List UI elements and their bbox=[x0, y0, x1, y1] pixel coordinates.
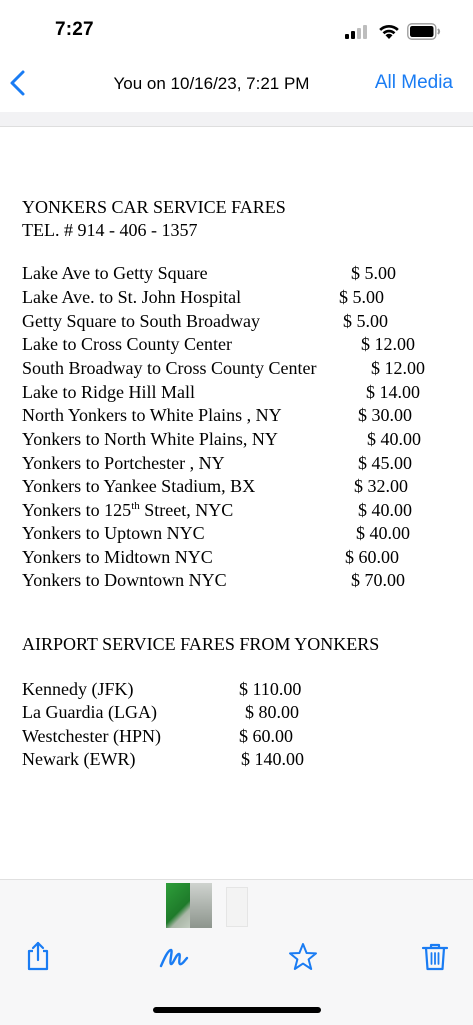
fare-price: $ 5.00 bbox=[351, 263, 396, 283]
home-indicator[interactable] bbox=[153, 1007, 321, 1013]
fare-route: Lake to Ridge Hill Mall bbox=[22, 382, 195, 402]
fare-route-suffix: Street, NYC bbox=[139, 500, 234, 520]
airport-price: $ 140.00 bbox=[241, 749, 304, 769]
fare-route-prefix: Yonkers to 125 bbox=[22, 500, 132, 520]
fare-route: Lake Ave to Getty Square bbox=[22, 263, 208, 283]
trash-icon[interactable] bbox=[419, 940, 451, 972]
star-icon[interactable] bbox=[287, 941, 319, 973]
share-icon[interactable] bbox=[22, 940, 54, 972]
fare-route: Yonkers to North White Plains, NY bbox=[22, 429, 278, 449]
fare-price: $ 12.00 bbox=[371, 358, 425, 378]
airport-route: Kennedy (JFK) bbox=[22, 679, 134, 699]
fare-route: Yonkers to Portchester , NY bbox=[22, 453, 225, 473]
airport-price: $ 110.00 bbox=[239, 679, 302, 699]
fare-route: Yonkers to Uptown NYC bbox=[22, 523, 205, 543]
battery-icon bbox=[407, 23, 441, 40]
fare-price: $ 40.00 bbox=[356, 523, 410, 543]
fare-price: $ 45.00 bbox=[358, 453, 412, 473]
airport-price: $ 80.00 bbox=[245, 702, 299, 722]
fare-route bbox=[22, 499, 233, 521]
fare-route: Lake to Cross County Center bbox=[22, 334, 232, 354]
fare-document bbox=[0, 127, 473, 879]
media-thumbnail[interactable] bbox=[226, 887, 248, 927]
cellular-signal-icon bbox=[345, 25, 371, 39]
airport-route: Newark (EWR) bbox=[22, 749, 136, 769]
airport-route: La Guardia (LGA) bbox=[22, 702, 157, 722]
status-time: 7:27 bbox=[55, 19, 94, 40]
airport-route: Westchester (HPN) bbox=[22, 726, 162, 746]
fare-price: $ 30.00 bbox=[358, 405, 412, 425]
nav-title-text: You on 10/16/23, 7:21 PM bbox=[113, 74, 310, 93]
fare-price: $ 32.00 bbox=[354, 476, 408, 496]
doc-phone: TEL. # 914 - 406 - 1357 bbox=[22, 220, 198, 240]
airport-heading: AIRPORT SERVICE FARES FROM YONKERS bbox=[22, 634, 380, 654]
fare-route: North Yonkers to White Plains , NY bbox=[22, 405, 282, 425]
wifi-icon bbox=[377, 22, 401, 40]
fare-price: $ 14.00 bbox=[366, 382, 420, 402]
fare-route: South Broadway to Cross County Center bbox=[22, 358, 317, 378]
fare-price: $ 40.00 bbox=[367, 429, 421, 449]
fare-route: Yonkers to Midtown NYC bbox=[22, 547, 213, 567]
fare-route-superscript: th bbox=[131, 500, 140, 512]
all-media-button[interactable]: All Media bbox=[374, 72, 453, 93]
nav-divider bbox=[0, 112, 473, 127]
fare-price: $ 5.00 bbox=[343, 311, 388, 331]
fare-route: Yonkers to Downtown NYC bbox=[22, 570, 227, 590]
fare-route: Yonkers to Yankee Stadium, BX bbox=[22, 476, 256, 496]
fare-price: $ 5.00 bbox=[339, 287, 384, 307]
fare-route: Lake Ave. to St. John Hospital bbox=[22, 287, 242, 307]
doc-heading: YONKERS CAR SERVICE FARES bbox=[22, 197, 286, 217]
fare-price: $ 60.00 bbox=[345, 547, 399, 567]
fare-price: $ 40.00 bbox=[358, 500, 412, 520]
fare-price: $ 12.00 bbox=[361, 334, 415, 354]
media-thumbnail-overlay bbox=[190, 883, 212, 928]
markup-icon[interactable] bbox=[158, 941, 190, 973]
airport-price: $ 60.00 bbox=[239, 726, 293, 746]
fare-route: Getty Square to South Broadway bbox=[22, 311, 260, 331]
fare-price: $ 70.00 bbox=[351, 570, 405, 590]
